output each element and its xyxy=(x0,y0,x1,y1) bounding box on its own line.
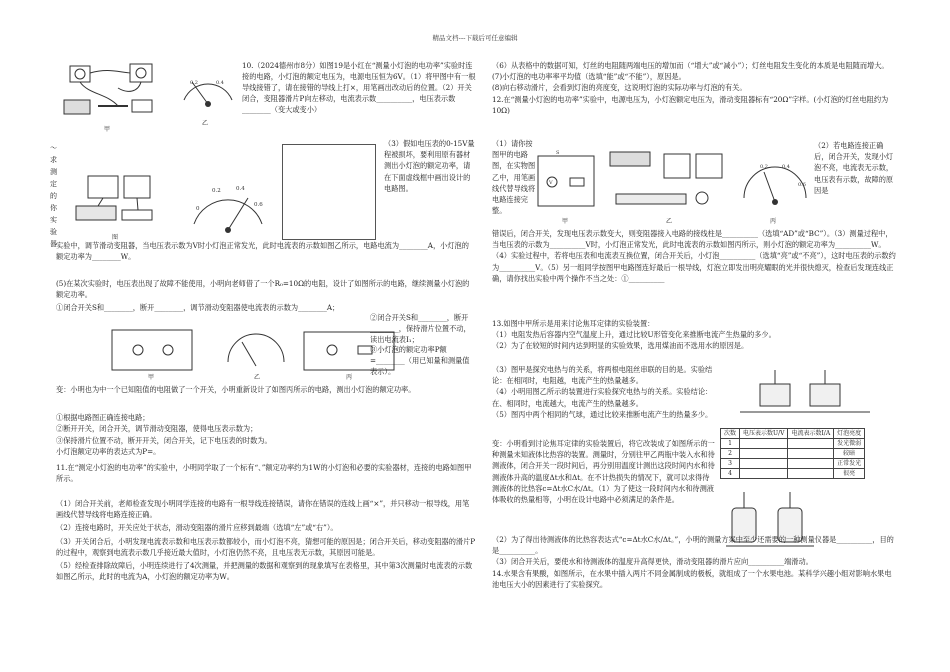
table-cell: 较暗 xyxy=(834,449,865,459)
table-header-row xyxy=(721,429,865,439)
heating-apparatus-figure xyxy=(720,362,890,422)
diagram-label-jia: 甲 xyxy=(562,218,569,225)
table-cell xyxy=(788,449,834,459)
question-13-part1: （1）电阻发热后容器内空气温度上升，通过比较U形管变化来推断电流产生热量的多少。 xyxy=(492,330,776,340)
svg-text:0.2: 0.2 xyxy=(190,80,198,86)
question-10-part5: (5)在某次实验时，电压表出现了故障不能使用，小明向老师借了一个R₀=10Ω的电阻，设计了如图所示的电路，继续测量小灯泡的额定功率。 xyxy=(56,279,470,299)
setup-label-yi: 乙 xyxy=(666,218,673,225)
question-13-title: 13.如图中甲所示是用来讨论焦耳定律的实验装置： xyxy=(492,319,655,328)
question-11-part5: （5）经检查排除故障后，小明连续进行了4次测量，并把测量的数据和观察到的现象填写在表格里，其中第3次测量时电流表的示数如图乙所示，此时的电流为A，小灯泡的额定功率为W。 xyxy=(56,561,473,582)
voltmeter-dial-figure xyxy=(186,170,270,248)
question-11-parts xyxy=(56,498,476,582)
question-12-continuation: 错误后，闭合开关，发现电压表示数变大，则变阻器接入电路的接线柱是__________（选填“AD”或“BC”）。（3）测量过程中，当电压表的示数为__________V时，小灯泡正常发光，此时电流表的示数如图丙所示，则小灯泡的额定功率为__________W。（4）实验过程中，若将电压表和电流表互换位置，闭合开关后，小灯泡__________（选填“亮”或“不亮”），这时电压表的示数约为__________V。（5）另一组同学按图甲电路图连好最后一根导线，灯泡立即发出明亮耀眼的光并很快熄灭，检查后发现连线正确，请你找出实验中两个操作不当之处：①__________ xyxy=(492,229,896,283)
measurement-table xyxy=(720,428,865,479)
dial-label-bing: 丙 xyxy=(770,218,777,225)
variation-step-4: 小灯泡额定功率的表达式为P=。 xyxy=(56,447,161,457)
circuit-diagram-jia xyxy=(532,146,600,228)
table-cell: 发光微弱 xyxy=(834,439,865,449)
table-cell xyxy=(740,469,788,479)
sketch-label-jia: 甲 xyxy=(148,374,155,381)
svg-text:V: V xyxy=(549,180,553,186)
variation-step-2: ②断开开关，闭合开关，调节滑动变阻器，使得电压表示数为； xyxy=(56,424,258,434)
variation-steps xyxy=(56,412,476,458)
question-14: 14.水果含有果酸，如图所示，在水果中插入两片不同金属制成的极板，就组成了一个水果电池。某科学兴趣小组对影响水果电池电压大小的因素进行了实验探究。 xyxy=(492,568,892,589)
svg-text:0.4: 0.4 xyxy=(216,80,224,86)
question-12-part2: （2）若电路连接正确后，闭合开关，发现小灯泡不亮，电流表无示数，电压表有示数，故障的原因是 xyxy=(814,141,894,195)
circuit-figure-meters xyxy=(68,166,164,244)
svg-text:0.4: 0.4 xyxy=(236,186,245,192)
circuit-figure-19 xyxy=(58,58,168,136)
question-11-title: 11.在“测定小灯泡的电功率”的实验中，小明同学取了一个标有“、”额定功率约为1W的小灯泡和必要的实验器材，连接的电路如图甲所示。 xyxy=(56,463,472,483)
table-cell: 2 xyxy=(721,449,740,459)
table-row xyxy=(721,439,865,449)
figure-label-yi: 乙 xyxy=(202,120,209,127)
table-cell xyxy=(788,469,834,479)
question-8: (8)向右移动滑片，会看到灯泡的亮度变，这说明灯泡的实际功率与灯泡的有关。 xyxy=(492,83,747,93)
question-10-continuation: 实验中，调节滑动变阻器，当电压表示数为V时小灯泡正常发光，此时电流表的示数如图乙所示，电路电流为________A，小灯泡的额定功率为________W。 xyxy=(56,241,469,261)
ammeter-dial-figure xyxy=(176,60,240,130)
svg-text:0.4: 0.4 xyxy=(782,164,790,170)
physical-setup-yi xyxy=(606,146,730,228)
question-13-part3: （3）图甲是探究电热与的关系，将两根电阻丝串联的目的是。实验结论：在相同时，电阻越，电流产生的热量越多。 xyxy=(492,365,713,386)
svg-text:0.2: 0.2 xyxy=(760,164,768,170)
table-cell xyxy=(788,439,834,449)
circuit-design-box xyxy=(282,144,376,240)
table-cell xyxy=(740,459,788,469)
table-cell xyxy=(740,449,788,459)
step-2: ②闭合开关S和________，断开________，保持滑片位置不动，读出电流表I₁； xyxy=(370,313,471,344)
question-13-parts-3-5 xyxy=(492,364,722,420)
question-11-part3: （3）开关闭合后，小明发现电流表示数和电压表示数都较小，而小灯泡不亮，猜想可能的原因是；闭合开关后，移动变阻器的滑片P的过程中，观察到电流表示数几乎接近最大值时，小灯泡仍然不亮，且电压表无示数，其原因可能是。 xyxy=(56,536,476,557)
variation-text: 变：小明也为中一个已知阻值的电阻做了一个开关，小明重新设计了如图丙所示的电路，测出小灯泡的额定功率。 xyxy=(56,385,416,394)
question-11-part1: （1）闭合开关前，老师检查发现小明同学连接的电路有一根导线连接错误，请你在错误的连线上画“×”，并只移动一根导线，用笔画线代替导线将电路连接正确。 xyxy=(56,499,470,520)
svg-text:0.6: 0.6 xyxy=(254,202,263,208)
question-13-part4: （4）小明用图乙所示的装置进行实验探究电热与的关系。实验结论：在、相同时，电流越大，电流产生的热量越多。 xyxy=(492,387,713,408)
table-row xyxy=(721,449,865,459)
question-11-part2: （2）连接电路时，开关应处于状态，滑动变阻器的滑片应移到最端（选填“左”或“右”）。 xyxy=(56,523,338,533)
step-1: ①闭合开关S和________，断开________，调节滑动变阻器使电流表的示数为________A； xyxy=(56,303,340,312)
side-fragment: ～求测定的你实验器 xyxy=(50,144,57,248)
table-cell: 3 xyxy=(721,459,740,469)
table-header: 灯泡亮度 xyxy=(834,429,865,439)
question-10-part3: （3）假如电压表的0-15V量程被损坏，要利用原有器材测出小灯泡的额定功率，请在下面虚线框中画出设计的电路图。 xyxy=(384,139,475,193)
question-7: (7)小灯泡的电功率率平均值（选填“能”或“不能”），原因是。 xyxy=(492,72,686,82)
question-12-part1: （1）请你按图甲的电路图，在实物图乙中，用笔画线代替导线将电路连接完整。 xyxy=(492,139,536,216)
table-cell: 很亮 xyxy=(834,469,865,479)
svg-text:S: S xyxy=(556,150,560,156)
step-3: ③小灯泡的额定功率P额=________（用已知量和测量值表示）。 xyxy=(370,345,470,376)
variation-step-3: ③保持滑片位置不动，断开开关，闭合开关，记下电压表的时数为。 xyxy=(56,435,272,445)
sketch-label-yi: 乙 xyxy=(254,374,261,381)
right-top-questions xyxy=(492,60,896,116)
question-10-text: 10.（2024德州市8分）如图19是小红在“测量小灯泡的电功率”实验时连接的电路，小灯泡的额定电压为，电源电压恒为6V。（1）将甲图中有一根导线接错了，请在接错的导线上打×，用笔画出改动后的位置。（2）开关闭合，变阻器滑片P向左移动，电流表示数__________，电压表示数________（变大或变小） xyxy=(242,61,476,114)
table-header: 电流表示数I/A xyxy=(788,429,834,439)
table-row xyxy=(721,459,865,469)
variation-step-1: ①根据电路图正确连接电路； xyxy=(56,413,150,422)
figure-label-tu: 图 xyxy=(112,234,119,241)
dial-figure-bing xyxy=(738,146,812,228)
table-row xyxy=(721,469,865,479)
variation-part2: （2）为了得出待测液体的比热容表达式“c=Δt水C水/Δt。”，小明的测量方案中至少还需要的一种测量仪器是__________，目的是__________。 xyxy=(492,535,894,556)
question-13-part2: （2）为了在较短的时间内达到明显的实验效果，选用煤油而不选用水的原因是。 xyxy=(492,341,749,351)
variation-part3: （3）闭合开关后，要使水和待测液体的温度升高得更快，滑动变阻器的滑片应向__________端滑动。 xyxy=(492,557,813,567)
table-cell xyxy=(740,439,788,449)
figure-label-jia: 甲 xyxy=(104,126,111,133)
page-header: 精品文档---下载后可任意编辑 xyxy=(432,34,518,42)
table-cell: 1 xyxy=(721,439,740,449)
table-cell xyxy=(788,459,834,469)
table-header: 次数 xyxy=(721,429,740,439)
table-header: 电压表示数U/V xyxy=(740,429,788,439)
question-12-title: 12.在“测量小灯泡的电功率”实验中，电源电压为，小灯泡额定电压为，滑动变阻器标有“20Ω”字样。(小灯泡的灯丝电阻约为10Ω) xyxy=(492,94,889,115)
svg-text:0: 0 xyxy=(196,206,200,212)
svg-text:0.6: 0.6 xyxy=(798,182,806,188)
question-13-part5: （5）图丙中两个相同的气球，通过比较来推断电流产生的热量多少。 xyxy=(492,409,713,419)
table-cell: 4 xyxy=(721,469,740,479)
question-13-variation-parts xyxy=(492,534,896,590)
sketch-label-bing: 丙 xyxy=(346,374,353,381)
question-13-variation: 变：小明看到讨论焦耳定律的实验装置后，将它改装成了如图所示的一种测量未知液体比热容的装置。测量时，分别往甲乙两瓶中装入水和待测液体，闭合开关一段时间后，再分别用温度计测出这段时间内水和待测液体升高的温度Δt水和Δt。在不计热损失的情况下，就可以求得待测液体的比热容c=Δt水C水/Δt。（1）为了使这一段时间内水和待测液体吸收的热量相等，小明在设计电路中必须满足的条件是。 xyxy=(492,439,715,505)
question-6: （6）从表格中的数据可知，灯丝的电阻随两端电压的增加而（“增大”或“减小”）；灯丝电阻发生变化的本质是电阻随而增大。 xyxy=(492,61,889,70)
measurement-table-wrap xyxy=(720,428,896,479)
question-13-block xyxy=(492,318,896,352)
table-cell: 正常发光 xyxy=(834,459,865,469)
svg-text:0.2: 0.2 xyxy=(212,188,221,194)
